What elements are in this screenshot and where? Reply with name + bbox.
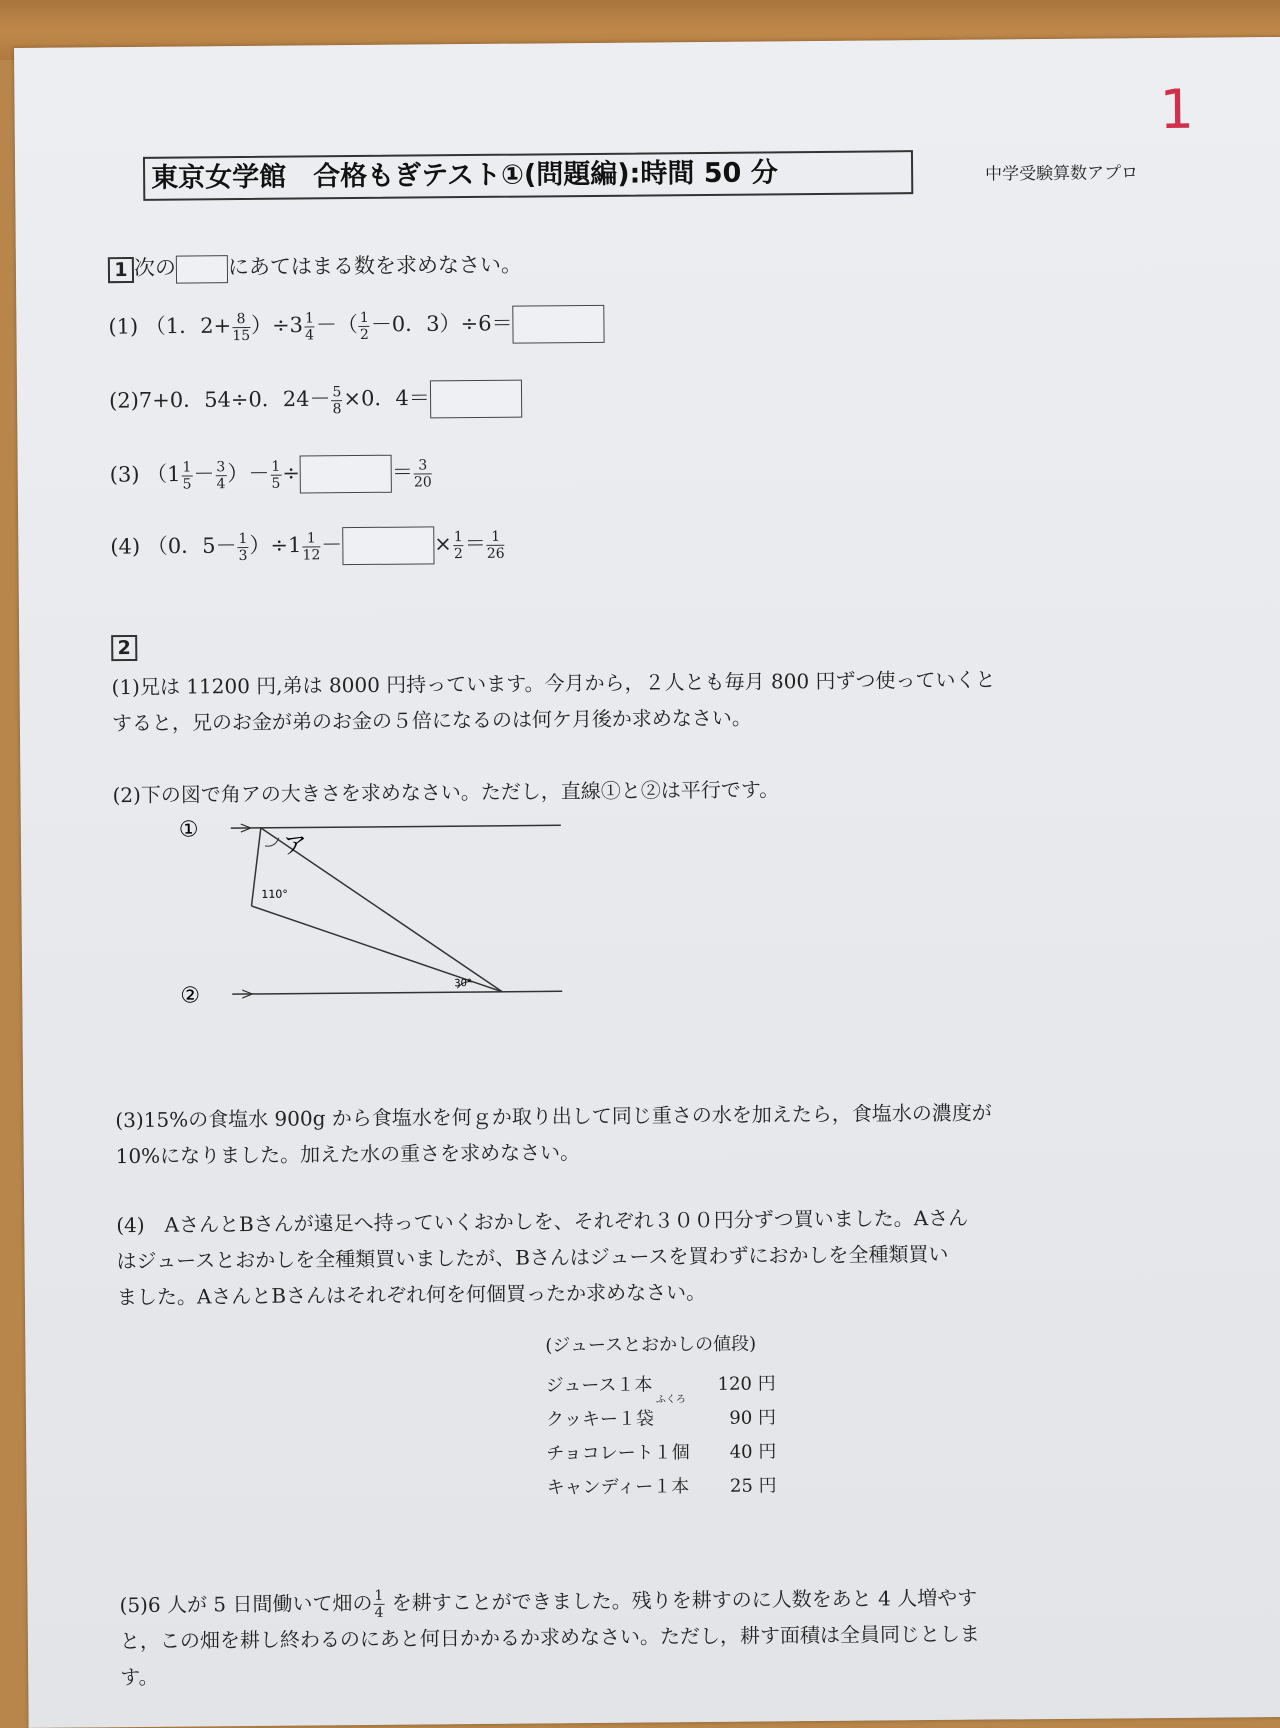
fraction: $\frac{3}{20}$ — [413, 456, 432, 491]
furigana: ふくろ — [655, 1394, 686, 1406]
question-1-3: (3) （1 $\frac{1}{5}$ － $\frac{3}{4}$ ）－ $\frac{1}{5}$ ÷ ＝ $\frac{3}{20}$ — [110, 454, 433, 495]
fraction: $\frac{1}{3}$ — [238, 530, 248, 564]
price-table-title: (ジュースとおかしの値段) — [545, 1333, 757, 1357]
publisher-name: 中学受験算数アプロ — [985, 163, 1139, 185]
question-1-1: (1) （1．2+ $\frac{8}{15}$ ）÷3 $\frac{1}{4}$ －（ $\frac{1}{2}$ －0．3）÷6＝ — [108, 305, 604, 347]
line-1-label: ① — [178, 817, 199, 843]
angle-110-label: 110° — [261, 887, 288, 901]
fraction: $\frac{1}{12}$ — [302, 529, 321, 564]
answer-blank-example — [176, 255, 228, 283]
price-table — [545, 1329, 776, 1503]
answer-blank[interactable] — [342, 526, 434, 565]
page-number: 1 — [1159, 77, 1195, 142]
worksheet-paper — [14, 37, 1280, 1728]
angle-30-label: 30° — [454, 978, 472, 990]
section2-number: 2 — [111, 635, 137, 661]
answer-blank[interactable] — [430, 380, 522, 419]
table-row: キャンディー１本 25 円 — [546, 1475, 777, 1499]
fraction: $\frac{8}{15}$ — [232, 310, 251, 344]
fraction: $\frac{1}{26}$ — [486, 528, 505, 562]
page-title: 東京女学館 合格もぎテスト①(問題編):時間 50 分 — [143, 150, 913, 201]
angle-a-label: ア — [282, 831, 308, 860]
parallel-line-1 — [231, 825, 561, 828]
fraction: $\frac{1}{2}$ — [453, 528, 463, 562]
price-list — [546, 1365, 777, 1503]
question-1-4: (4) （0．5－ $\frac{1}{3}$ ）÷1 $\frac{1}{12}$ － × $\frac{1}{2}$ ＝ $\frac{1}{26}$ — [110, 528, 505, 564]
question-2-4: (4) AさんとBさんが遠足へ持っていくおかしを、それぞれ３００円分ずつ買いました。Aさん はジュースとおかしを全種類買いましたが、Bさんはジュースを買わずにおかしを全種類買い ました。AさんとBさんはそれぞれ何を何個買ったか求めなさい。 — [116, 1205, 969, 1310]
fraction: $\frac{1}{4}$ — [304, 309, 315, 343]
table-row: クッキー１袋 90 円 — [545, 1407, 777, 1431]
fraction: $\frac{1}{4}$ — [374, 1587, 384, 1621]
parallel-lines-figure — [171, 813, 573, 1016]
table-row: ジュース１本 120 円 — [545, 1373, 776, 1397]
question-1-2: (2)7+0．54÷0．24－ $\frac{5}{8}$ ×0．4＝ — [109, 380, 522, 422]
question-2-3: (3)15%の食塩水 900g から食塩水を何ｇか取り出して同じ重さの水を加えたら，食塩水の濃度が 10%になりました。加えた水の重さを求めなさい。 — [115, 1100, 992, 1169]
segment — [251, 828, 262, 906]
question-2-1: (1)兄は 11200 円,弟は 8000 円持っています。今月から，２人とも毎月 800 円ずつ使っていくと すると，兄のお金が弟のお金の５倍になるのは何ケ月後か求めなさい。 — [111, 667, 996, 736]
fraction: $\frac{1}{2}$ — [359, 309, 369, 343]
answer-blank[interactable] — [300, 455, 392, 494]
fraction: $\frac{1}{5}$ — [271, 458, 281, 492]
line-2-label: ② — [180, 983, 201, 1009]
section2-header — [111, 635, 137, 661]
section1-number: 1 — [108, 256, 134, 282]
fraction: $\frac{1}{5}$ — [182, 458, 192, 493]
table-row: チョコレート１個 40 円 — [546, 1441, 777, 1465]
question-2-5: (5)6 人が 5 日間働いて畑の $\frac{1}{4}$ を耕すことができました。残りを耕すのに人数をあと 4 人増やす と，この畑を耕し終わるのにあと何日かかるか求めなさい。ただし，耕す面積は全員同じとしま す。 — [119, 1585, 980, 1690]
fraction: $\frac{3}{4}$ — [216, 458, 226, 492]
fraction: $\frac{5}{8}$ — [332, 383, 342, 417]
question-2-2: (2)下の図で角アの大きさを求めなさい。ただし，直線①と②は平行です。 — [112, 777, 780, 808]
answer-blank[interactable] — [512, 305, 604, 344]
parallel-line-2 — [232, 991, 562, 994]
section1-instruction: 1 次の にあてはまる数を求めなさい。 — [108, 249, 522, 284]
